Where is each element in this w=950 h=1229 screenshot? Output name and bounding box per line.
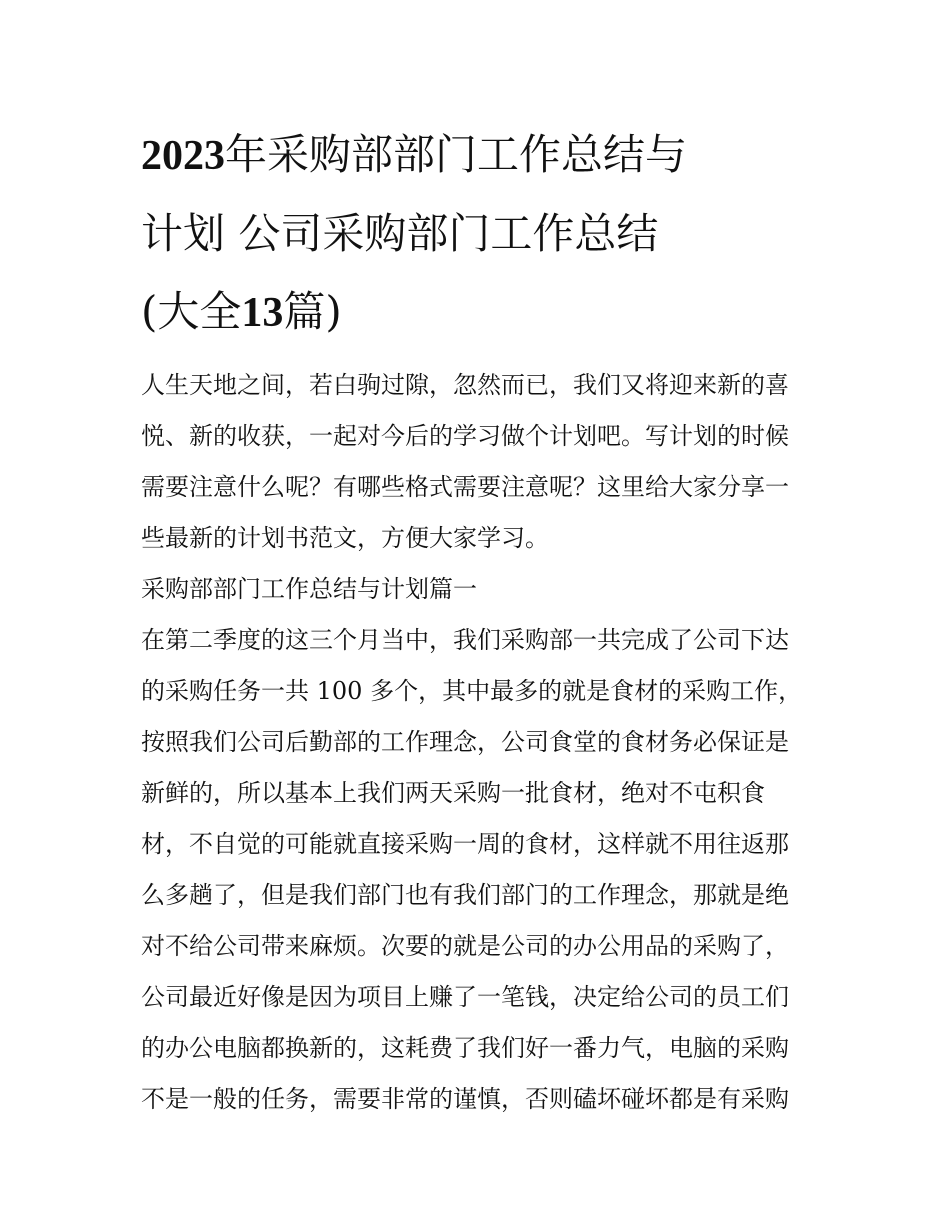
body-line: 的采购任务一共 100 多个，其中最多的就是食材的采购工作， — [141, 677, 803, 705]
body-line: 按照我们公司后勤部的工作理念，公司食堂的食材务必保证是 — [141, 728, 789, 756]
title-line-3-pre: (大全 — [141, 287, 242, 336]
body-line: 对不给公司带来麻烦。次要的就是公司的办公用品的采购了， — [141, 932, 789, 960]
body-line: 新鲜的，所以基本上我们两天采购一批食材，绝对不屯积食 — [141, 779, 765, 807]
body-paragraph — [141, 615, 813, 1125]
title-line-2-text: 计划 公司采购部门工作总结 — [141, 209, 659, 258]
body-line: 公司最近好像是因为项目上赚了一笔钱，决定给公司的员工们 — [141, 983, 789, 1011]
body-line: 么多趟了，但是我们部门也有我们部门的工作理念，那就是绝 — [141, 881, 789, 909]
title-line-2 — [141, 195, 813, 273]
body-line: 的办公电脑都换新的，这耗费了我们好一番力气，电脑的采购 — [141, 1034, 789, 1062]
intro-line: 悦、新的收获，一起对今后的学习做个计划吧。写计划的时候 — [141, 422, 789, 450]
body-line: 在第二季度的这三个月当中，我们采购部一共完成了公司下达 — [141, 626, 789, 654]
intro-paragraph — [141, 360, 813, 564]
body-line: 不是一般的任务，需要非常的谨慎，否则磕坏碰坏都是有采购 — [141, 1085, 789, 1113]
title-count: 13 — [241, 290, 284, 336]
intro-line: 些最新的计划书范文，方便大家学习。 — [141, 524, 549, 552]
title-line-3-post: 篇) — [283, 287, 342, 336]
body-line: 材，不自觉的可能就直接采购一周的食材，这样就不用往返那 — [141, 830, 789, 858]
title-line-3 — [141, 273, 813, 352]
title-year: 2023 — [141, 133, 225, 179]
title-line-1 — [141, 116, 813, 195]
title-line-1-text: 年采购部部门工作总结与 — [225, 130, 688, 179]
document-title — [141, 116, 813, 352]
intro-line: 人生天地之间，若白驹过隙，忽然而已，我们又将迎来新的喜 — [141, 371, 789, 399]
intro-line: 需要注意什么呢？有哪些格式需要注意呢？这里给大家分享一 — [141, 473, 789, 501]
section-heading: 采购部部门工作总结与计划篇一 — [141, 575, 477, 603]
document-content — [141, 116, 813, 1125]
